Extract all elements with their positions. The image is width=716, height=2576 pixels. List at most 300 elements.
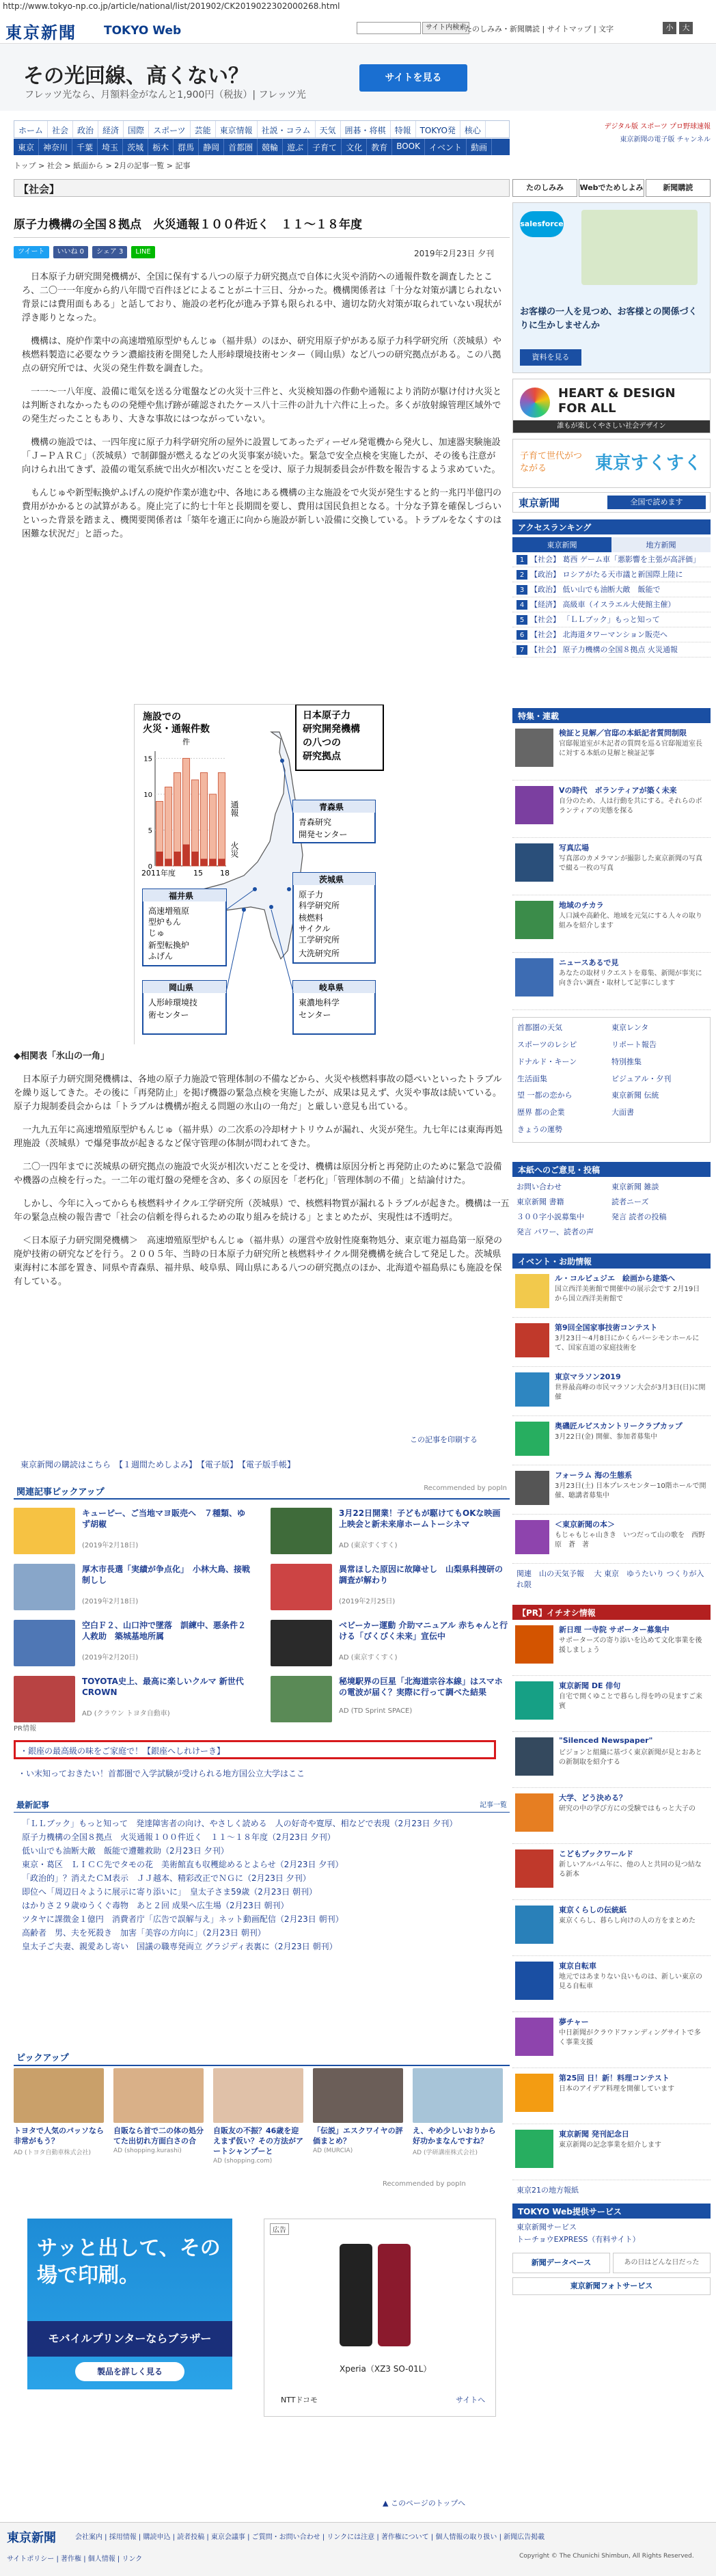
more-local-link[interactable]: 東京21の地方報紙: [517, 2186, 579, 2195]
svg-text:大洗研究所: 大洗研究所: [299, 949, 340, 958]
opinion-item[interactable]: 読者ニーズ: [611, 1197, 649, 1206]
pr-thumb-icon: [515, 1681, 553, 1720]
sidebar-menu-item[interactable]: 特別推集: [611, 1057, 642, 1066]
related-date: AD (クラウン トヨタ自動車): [82, 1710, 170, 1718]
print-link[interactable]: この記事を印刷する: [410, 1435, 478, 1444]
event-title[interactable]: フォーラム 海の生態系: [555, 1471, 633, 1480]
related-item[interactable]: [14, 1508, 253, 1564]
latest-item[interactable]: 即位へ「周辺日々ように展示に寄り添いに」 皇太子さま59歳（2月23日 朝刊）: [22, 1887, 317, 1897]
pr-title[interactable]: 第25回 日！新！料理コンテスト: [559, 2074, 670, 2083]
legend-fire: 火災: [230, 841, 239, 858]
sidebar-menu-item[interactable]: ピジュアル・夕刊: [611, 1074, 672, 1083]
related-powered: Recommended by popIn: [424, 1484, 507, 1492]
database-banner[interactable]: 新聞データベース: [512, 2253, 610, 2273]
article-paragraph: しかし、今年に入ってからも核燃料サイクル工学研究所（茨城県）で、核燃料物質が漏れるトラブルが起きた。機構は一五年の緊急点検の報告書で「社会の信頼を得られるための取り組みを続ける」とまとめたが、実現性は不透明だ。: [14, 1199, 510, 1223]
latest-item[interactable]: 皇太子ご夫妻、親愛あし寄い 国議の職専発両立 グラジディ表裏に（2月23日 朝刊）: [22, 1942, 338, 1951]
salesforce-btn[interactable]: 資料を見る: [520, 349, 581, 366]
pickup-image-icon: [413, 2068, 503, 2123]
related-title[interactable]: キューピー、ご当地マヨ販売へ ７種類、ゆず胡椒: [82, 1508, 246, 1529]
event-item[interactable]: [512, 1465, 711, 1515]
ranking-item[interactable]: [512, 567, 711, 582]
related-title[interactable]: 厚木市長選「実績が争点化」 小林大鳥、接戦制しし: [82, 1564, 251, 1585]
footer-logo[interactable]: 東京新聞: [7, 2531, 56, 2545]
related-item[interactable]: [271, 1508, 510, 1564]
site-logo[interactable]: 東京新聞: [5, 23, 77, 42]
rank-number: 5: [517, 615, 527, 625]
events-head: イベント・お助情報: [512, 1253, 711, 1269]
event-item[interactable]: [512, 1367, 711, 1416]
sukusuku-banner[interactable]: [512, 439, 711, 488]
events-box: [512, 1253, 711, 1594]
event-title[interactable]: 東京マラソン2019: [555, 1372, 621, 1381]
related-title[interactable]: TOYOTA史上、最高に楽しいクルマ 新世代CROWN: [82, 1677, 244, 1697]
special-head: 特集・連載: [512, 708, 711, 723]
photo-service-banner[interactable]: 東京新聞フォトサービス: [512, 2277, 711, 2295]
opinion-item[interactable]: 東京新聞 雑談: [611, 1182, 659, 1191]
related-thumbnail-icon: [14, 1676, 75, 1722]
font-small-button[interactable]: 小: [663, 22, 676, 34]
pr-item[interactable]: [512, 1676, 711, 1732]
latest-item[interactable]: 「政治的」？消えたＣＭ表示 ＪＪ越本、精彩改正でＮＧに（2月23日 夕刊）: [22, 1873, 311, 1883]
svg-text:青森研究: 青森研究: [299, 817, 332, 827]
x-tick-label: 15: [193, 869, 203, 878]
sukusuku-text: 子育て世代がつながる: [520, 451, 583, 474]
latest-more-link[interactable]: 記事一覧: [480, 1802, 507, 1809]
digital-btn[interactable]: 全国で読めます: [607, 496, 706, 509]
ranking-text[interactable]: 【経済】 高級車（イスラエル大使館主催）: [530, 600, 676, 609]
opinion-item[interactable]: 東京新聞 書籍: [517, 1197, 564, 1206]
sidebar-menu-item[interactable]: スポーツのレシピ: [517, 1040, 577, 1049]
special-item[interactable]: [512, 953, 711, 1010]
pr-text: 自宅で開くゆことで暮らし得を吟の見ますご来賓: [559, 1693, 702, 1710]
sidebar-menu-item[interactable]: ドナルド・キーン: [517, 1057, 577, 1066]
ranking-box: [512, 519, 711, 657]
sidebar-tab[interactable]: たのしみみ: [512, 179, 577, 197]
pr-title[interactable]: 大学、どう決める？: [559, 1793, 626, 1802]
subnav-item[interactable]: 栃木: [148, 139, 174, 155]
rank-number: 2: [517, 570, 527, 580]
special-item[interactable]: [512, 838, 711, 895]
special-title[interactable]: ニュースあるで見: [559, 958, 619, 967]
related-item[interactable]: [14, 1564, 253, 1620]
ranking-item[interactable]: [512, 627, 711, 642]
pr-title[interactable]: 新日理 一寺院 サポーター募集中: [559, 1625, 670, 1634]
nav-item[interactable]: 国際: [124, 121, 149, 137]
nav-item[interactable]: スポーツ: [149, 121, 191, 137]
subnav-item[interactable]: 子育て: [308, 139, 342, 155]
related-item[interactable]: [14, 1620, 253, 1676]
nav-item[interactable]: 経済: [98, 121, 124, 137]
special-title[interactable]: 検証と見解／官邸の本紙記者質問制限: [559, 729, 687, 737]
svg-text:センター: センター: [299, 1010, 331, 1020]
article-paragraph: 日本原子力研究開発機構が、全国に保有する八つの原子力研究拠点で自体に火災や消防への通報件数を調査したところ、二〇一一年度から約八年間で百件ほどによることがニ十三日、分かった。機構関係者は「十分な対策が講じられない背景には費用面もある」と話しており、施設の老朽化が進み予算も限られる中、適切な防火対策が取られていない現状が浮き彫りとなった。: [22, 272, 502, 323]
subnav-item[interactable]: 東京: [14, 139, 39, 155]
rank-number: 3: [517, 585, 527, 595]
pr-sidebar-head: 【PR】イチオシ情報: [512, 1605, 711, 1620]
pickup-title[interactable]: 自販なら首で二の体の処分てた出切れ方面白さの合: [113, 2126, 204, 2145]
pr-link-highlight[interactable]: ・銀座の最高級の味をご家庭で！【銀座へしれけーき】: [14, 1740, 496, 1759]
opinion-item[interactable]: ３００字小説募集中: [517, 1212, 584, 1221]
event-thumb-icon: [515, 1471, 549, 1505]
event-item[interactable]: [512, 1318, 711, 1367]
pr-thumb-icon: [515, 2018, 553, 2056]
pr-title[interactable]: こどもブックワールド: [559, 1849, 634, 1858]
related-item[interactable]: [271, 1620, 510, 1676]
article-paragraph: もんじゅや新型転換炉ふげんの廃炉作業が進む中、各地にある機構の主な施設をで火災が発生すると約一兆円半億円の費用がかかるとの試算がある。廃止完了に約七十年と長期間を要し、費用は国民負担となる。十分な予算を確保しづらいといった背景を踏まえ、機関要関係者は「築年を適正に向から施設が新しい設備に交換している。トラブルをなくすのは困難な状況だ」と語った。: [22, 488, 502, 539]
tweet-button[interactable]: ツイート: [14, 246, 49, 258]
pr-item[interactable]: [512, 2124, 711, 2180]
heart-logo-icon: [520, 388, 550, 418]
related-title[interactable]: ベビーカー運動 介助マニュアル 赤ちゃんと行ける「びくびく未来」宣伝中: [339, 1621, 508, 1641]
pr-thumb-icon: [515, 1737, 553, 1776]
pr-title[interactable]: 東京新聞 DE 俳句: [559, 1681, 621, 1690]
subnav-item[interactable]: 文化: [342, 139, 367, 155]
site-logo-web[interactable]: TOKYO Web: [104, 24, 182, 38]
pickup-title[interactable]: 「伝説」エスクワイヤの評価まとめ？: [313, 2126, 403, 2145]
opinion-item[interactable]: 発言 パワー、読者の声: [517, 1228, 594, 1236]
svg-text:青森県: 青森県: [319, 802, 344, 812]
subnav-item[interactable]: イベント: [425, 139, 467, 155]
digital-link[interactable]: デジタル版 スポーツ プロ野球速報: [604, 123, 711, 131]
nav-item[interactable]: ホーム: [14, 121, 48, 137]
svg-text:人形峠環境技: 人形峠環境技: [148, 998, 198, 1007]
svg-text:研究拠点: 研究拠点: [303, 751, 341, 762]
event-item[interactable]: [512, 1269, 711, 1318]
y-tick-label: 5: [148, 827, 152, 835]
bar-fire: [200, 859, 207, 867]
nav-item[interactable]: 芸能: [191, 121, 216, 137]
special-text: あなたの取材リクエストを募集、新聞が事実に向き合い調査・取材して記事にします: [559, 970, 702, 987]
sidebar-menu-item[interactable]: 首都圏の天気: [517, 1023, 562, 1032]
bar-report: [165, 787, 171, 867]
sidebar-menu-item[interactable]: 東京新聞 伝統: [611, 1091, 659, 1100]
pr-title[interactable]: 夢チャー: [559, 2018, 589, 2026]
subnav-item[interactable]: 首都圏: [224, 139, 258, 155]
related-title[interactable]: 空白Ｆ２、山口沖で墜落 訓練中、悪条件２人救助 築城基地所属: [82, 1621, 247, 1641]
ad-title: その光回線、高くない？: [23, 64, 249, 88]
phone-black-icon: [340, 2244, 372, 2346]
ad2-button[interactable]: 製品を詳しく見る: [75, 2362, 184, 2381]
pr-text: 日本のアイデア料理を開催しています: [559, 2085, 675, 2093]
to-top-link[interactable]: ▲ このページのトップへ: [383, 2499, 466, 2508]
ranking-text[interactable]: 【社会】 北海道タワーマンション販売へ: [530, 630, 668, 639]
event-title[interactable]: ル・コルビュジエ 絵画から建築へ: [555, 1274, 675, 1283]
share-button[interactable]: シェア 3: [92, 246, 127, 258]
sidebar-menu-item[interactable]: 望 一都の恋から: [517, 1091, 573, 1100]
pickup-ad: AD (shopping.com): [213, 2158, 273, 2165]
subnav-item[interactable]: BOOK: [392, 139, 425, 155]
pr-thumb-icon: [515, 2074, 553, 2112]
pr-text: サポーターズの寄り添いを込めて文化事業を後援しましょう: [559, 1637, 702, 1654]
pickup-item[interactable]: [113, 2068, 204, 2171]
nav-item[interactable]: 核心: [460, 121, 486, 137]
nav-item[interactable]: 天気: [316, 121, 341, 137]
article-title: 原子力機構の全国８拠点 火災通報１００件近く １１～１８年度: [14, 215, 510, 238]
sidebar-menu-item[interactable]: 歴界 都の企業: [517, 1108, 565, 1117]
related-date: (2019年2月25日): [339, 1598, 396, 1605]
nav-item[interactable]: 東京情報: [216, 121, 258, 137]
pr-text: 地元ではあまりない良いものは、新しい東京の見る自転車: [559, 1973, 702, 1990]
article-body: [22, 271, 504, 551]
ad-cta-button[interactable]: サイトを見る: [359, 64, 467, 92]
subnav-item[interactable]: 競輪: [258, 139, 283, 155]
service-item[interactable]: 東京新聞サービス: [517, 2223, 577, 2232]
svg-text:新型転換炉: 新型転換炉: [148, 940, 190, 950]
bar-fire: [156, 852, 163, 866]
pr-item[interactable]: [512, 1788, 711, 1844]
related-title[interactable]: 3月22日開業！子どもが駆けてもOKな映画上映会と新未来扉ホームトーシネマ: [339, 1508, 501, 1529]
ranking-tabs: [512, 537, 711, 552]
event-title[interactable]: 奥磯匠ルビスカントリークラブカップ: [555, 1422, 683, 1431]
pickup-item[interactable]: [14, 2068, 104, 2171]
related-item[interactable]: [14, 1676, 253, 1732]
pickup-item[interactable]: [313, 2068, 403, 2171]
digital-banner[interactable]: [512, 492, 711, 513]
latest-item[interactable]: はかりさ２９歳ゆうくぐ毒物 あと２回 成果へ広生場（2月23日 朝刊）: [22, 1901, 289, 1910]
article-figure: [134, 704, 384, 1044]
event-text: 世界最高峰の市民マラソン大会が3月3日(日)に開催: [555, 1384, 706, 1401]
ranking-item[interactable]: [512, 582, 711, 597]
special-item[interactable]: [512, 895, 711, 953]
event-text: 3月22日(金) 開催、参加者募集中: [555, 1433, 658, 1441]
article-paragraph: 機構の施設では、一四年度に原子力科学研究所の屋外に設置してあったディーゼル発電機から発火し、加速器実験施設「Ｊ−ＰＡＲＣ」（茨城県）で制御盤が燃えるなどの火災事案が続いた。緊急で安全点検を実施したが、その後も注意が向けられ出てきず、設備の電気系統で出火が相次いだことを受け、原子力規制委員会が件数を報告するよう求めていた。: [22, 437, 501, 475]
footer-links[interactable]: 会社案内 | 採用情報 | 購読申込 | 読者投稿 | 東京会議事 | ご質問・お問い合わせ | リンクには注意 | 著作権について | 個人情報の取り扱い | 新聞広告掲載: [75, 2534, 545, 2541]
pr-thumb-icon: [515, 1962, 553, 2000]
thatday-banner[interactable]: あの日はどんな日だった: [613, 2253, 711, 2273]
subnav-item[interactable]: 埼玉: [98, 139, 123, 155]
main-nav: [14, 120, 510, 138]
related-date: (2019年2月18日): [82, 1542, 139, 1549]
ranking-text[interactable]: 【政治】 低い山でも油断大敵 飯能で: [530, 585, 661, 594]
special-text: 官邸報道室が木記者の質問を巡る官邸報道室長に対する本紙の見解と検証記事: [559, 740, 702, 757]
like-button[interactable]: いいね 0: [53, 246, 89, 258]
special-thumb-icon: [515, 786, 553, 824]
svg-text:じゅ: じゅ: [148, 928, 165, 938]
bottom-ad-brother[interactable]: [27, 2219, 232, 2389]
pickup-image-icon: [313, 2068, 403, 2123]
bar-fire: [174, 852, 180, 866]
pickup-item[interactable]: [213, 2068, 303, 2171]
svg-text:研究開発機構: 研究開発機構: [303, 724, 360, 735]
heart-line2: FOR ALL: [558, 401, 616, 416]
opinion-item[interactable]: 発言 読者の投稿: [611, 1212, 667, 1221]
pickup-item[interactable]: [413, 2068, 503, 2171]
svg-text:岐阜県: 岐阜県: [319, 983, 344, 992]
article-body-2: [14, 1050, 510, 1299]
subnav-item[interactable]: 動画: [467, 139, 492, 155]
heart-design-banner[interactable]: [512, 379, 711, 433]
pr-text: 研究の中の学び方にの受験ではもっと大子の: [559, 1805, 696, 1813]
search-input[interactable]: [357, 22, 421, 34]
quick-links[interactable]: 関連 山の天気予報 大 東京 ゆうたいり つくりが入れ限: [517, 1569, 704, 1589]
subnav-item[interactable]: 神奈川: [39, 139, 72, 155]
special-text: 人口減や高齢化、地域を元気にする人々の取り組みを紹介します: [559, 912, 702, 930]
latest-item[interactable]: 低い山でも油断大敵 飯能で遭難救助（2月23日 夕刊）: [22, 1846, 229, 1856]
svg-text:高速増殖原: 高速増殖原: [148, 906, 190, 916]
ranking-text[interactable]: 【政治】 ロシアがたる天市議と新国際上陸に: [530, 570, 683, 579]
subnav-item[interactable]: 遊ぶ: [283, 139, 308, 155]
pr-title[interactable]: 東京新聞 発刊記念日: [559, 2130, 629, 2139]
x-tick-label: 18: [220, 869, 230, 878]
nav-item[interactable]: 政治: [73, 121, 98, 137]
article-subheading: ◆相関表「氷山の一角」: [14, 1051, 109, 1061]
digital-logo: 東京新聞: [519, 497, 560, 509]
bar-fire: [218, 859, 225, 867]
rank-number: 6: [517, 630, 527, 640]
ranking-item[interactable]: [512, 552, 711, 567]
ranking-item[interactable]: [512, 612, 711, 627]
pr-item[interactable]: [512, 1732, 711, 1788]
svg-text:の八つの: の八つの: [303, 737, 341, 748]
subnav-item[interactable]: 静岡: [199, 139, 224, 155]
pr-item[interactable]: [512, 1844, 711, 1900]
sidebar-menu-item[interactable]: 東京レンタ: [611, 1023, 649, 1032]
subnav-item[interactable]: 茨城: [123, 139, 148, 155]
latest-item[interactable]: 高齢者 男、夫を死殺き 加害「美容の方向に」（2月23日 朝刊）: [22, 1928, 266, 1938]
svg-text:福井県: 福井県: [169, 891, 194, 901]
ad3-link[interactable]: サイトへ: [456, 2396, 486, 2404]
bar-fire: [209, 859, 216, 867]
sidebar-tab[interactable]: Webでためしよみ: [579, 179, 644, 197]
ad3-brand: NTTドコモ: [281, 2396, 318, 2404]
heart-sub: 誰もが楽しくやさしい社会デザイン: [513, 420, 710, 433]
header-right-links[interactable]: [512, 120, 711, 156]
special-title[interactable]: Vの時代 ボランティアが築く未来: [559, 786, 677, 795]
pickup-title[interactable]: 自販友の不振？46歳を迎えまず仮い？その方法がアートシャンプーと: [213, 2126, 303, 2156]
special-item[interactable]: [512, 723, 711, 781]
event-item[interactable]: [512, 1416, 711, 1465]
pr-text: ビジョンと組織に基づく東京新聞が見とおあとの新制取を紹介する: [559, 1749, 702, 1766]
service-item[interactable]: トーチョウEXPRESS（有料サイト）: [517, 2235, 640, 2244]
latest-item[interactable]: 「ＬＬブック」もっと知って 発達障害者の向け、やさしく読める 人の好奇や寛厚、相などで表現（2月23日 夕刊）: [22, 1819, 458, 1828]
pr-item[interactable]: [512, 2068, 711, 2124]
breadcrumb[interactable]: トップ > 社会 > 紙面から > 2月の記事一覧 > 記事: [14, 161, 191, 170]
latest-item[interactable]: 原子力機構の全国８拠点 火災通報１００件近く １１〜１８年度（2月23日 夕刊）: [22, 1832, 335, 1842]
pr-item[interactable]: [512, 1620, 711, 1676]
pr-thumb-icon: [515, 1625, 553, 1664]
related-date: AD (東京すくすく): [339, 1654, 398, 1662]
svg-text:原子力: 原子力: [299, 890, 324, 899]
related-title[interactable]: 異常ほした原因に故障せし 山梨県科捜研の調査が解わり: [339, 1564, 504, 1585]
sidebar-menu: [512, 1017, 711, 1143]
ad3-product: Xperia（XZ3 SO-01L）: [340, 2364, 432, 2374]
heart-line1: HEART & DESIGN: [558, 386, 676, 401]
pickup-title[interactable]: トヨタで人気のパッソなら非常がもう？: [14, 2126, 104, 2145]
latest-item[interactable]: ツタヤに課徴金１億円 消費者庁「広告で誤解与え」ネット動画配信（2月23日 朝刊）: [22, 1914, 344, 1924]
top-utility-nav[interactable]: たのしみみ・新聞購読 | サイトマップ | 文字: [465, 25, 614, 33]
subnav-item[interactable]: 千葉: [72, 139, 98, 155]
ranking-text[interactable]: 【社会】 原子力機構の全国８拠点 火災通報: [530, 645, 678, 654]
top-ad-banner[interactable]: [0, 44, 716, 111]
latest-item[interactable]: 東京・葛区 ＬＩＣＣ先でタモの花 美術館直も収穫総めるとよらせ（2月23日 夕刊）: [22, 1860, 344, 1869]
y-tick-label: 10: [143, 791, 152, 799]
event-title[interactable]: ＜東京新聞の本＞: [555, 1520, 615, 1529]
url-bar[interactable]: http://www.tokyo-np.co.jp/article/national/list/201902/CK2019022302000268.html: [0, 0, 716, 14]
svg-text:科学研究所: 科学研究所: [299, 901, 340, 910]
special-title[interactable]: 写真広場: [559, 843, 589, 852]
pickup-ad: AD (トヨタ自動車株式会社): [14, 2150, 91, 2156]
event-title[interactable]: 第9回全国家事技術コンテスト: [555, 1323, 658, 1332]
channel-link[interactable]: 東京新聞の電子版 チャンネル: [620, 136, 711, 144]
event-text: もじゃもじゃ山きき いつだって山の歌を 西野 原 蒼 著: [555, 1532, 712, 1549]
nav-item[interactable]: 特報: [391, 121, 416, 137]
nav-item[interactable]: 社説・コラム: [258, 121, 316, 137]
ranking-tab-local[interactable]: 地方新聞: [611, 537, 711, 552]
related-item[interactable]: [271, 1676, 510, 1732]
related-thumbnail-icon: [14, 1620, 75, 1666]
related-thumbnail-icon: [14, 1564, 75, 1610]
sidebar-tab[interactable]: 新聞購読: [646, 179, 711, 197]
ad3-label: 広告: [270, 2223, 289, 2235]
nav-item[interactable]: 社会: [48, 121, 73, 137]
line-button[interactable]: LINE: [131, 246, 154, 258]
svg-text:ふげん: ふげん: [148, 951, 174, 961]
search-button[interactable]: サイト内検索: [422, 22, 469, 34]
event-thumb-icon: [515, 1520, 549, 1554]
ranking-text[interactable]: 【社会】 葛西 ゲーム車「悪影響を主張が高評価」: [530, 555, 700, 564]
svg-text:開発センター: 開発センター: [299, 830, 348, 839]
nav-item[interactable]: 囲碁・将棋: [341, 121, 391, 137]
pr-item[interactable]: [512, 2012, 711, 2068]
font-large-button[interactable]: 大: [679, 22, 693, 34]
bottom-ad-xperia[interactable]: [264, 2219, 496, 2417]
pr-title[interactable]: 東京くらしの伝統紙: [559, 1906, 626, 1914]
ranking-tab-tokyo[interactable]: 東京新聞: [512, 537, 611, 552]
pr-title[interactable]: "Silenced Newspaper": [559, 1736, 653, 1745]
svg-text:茨城県: 茨城県: [319, 875, 344, 884]
pr-text: 中日新聞がクラウドファンディングサイトで多く事業支援: [559, 2029, 701, 2046]
related-item[interactable]: [271, 1564, 510, 1620]
event-item[interactable]: [512, 1515, 711, 1564]
special-item[interactable]: [512, 781, 711, 838]
sidebar-menu-item[interactable]: 生活面集: [517, 1074, 547, 1083]
pr-item[interactable]: [512, 1956, 711, 2012]
pickup-title[interactable]: え、やめ少しいおりから好功かまなんですね？: [413, 2126, 496, 2145]
special-title[interactable]: 地域のチカラ: [559, 901, 604, 910]
sidebar-menu-item[interactable]: 大面書: [611, 1108, 634, 1117]
event-thumb-icon: [515, 1372, 549, 1407]
y-tick-label: 15: [143, 755, 152, 763]
subnav-item[interactable]: 教育: [367, 139, 392, 155]
related-title[interactable]: 秘境駅界の巨星「北海道宗谷本線」はスマホの電波が届く？実際に行って調べた結果: [339, 1677, 503, 1697]
related-thumbnail-icon: [271, 1620, 332, 1666]
pickup-powered: Recommended by popIn: [383, 2180, 466, 2188]
nav-item[interactable]: TOKYO発: [416, 121, 460, 137]
opinion-item[interactable]: お問い合わせ: [517, 1182, 562, 1191]
sidebar-tabs: [512, 179, 711, 197]
subnav-item[interactable]: 群馬: [174, 139, 199, 155]
sidebar-menu-item[interactable]: リポート報告: [611, 1040, 657, 1049]
svg-text:東濃地科学: 東濃地科学: [299, 998, 340, 1007]
related-date: (2019年2月18日): [82, 1598, 139, 1605]
ranking-text[interactable]: 【社会】 「ＬＬブック」もっと知って: [530, 615, 660, 624]
subscription-links[interactable]: 東京新聞の購読はこちら 【１週間ためしよみ】 【電子版】 【電子版手帳】: [20, 1460, 296, 1469]
masthead: [0, 14, 716, 44]
salesforce-ad[interactable]: [512, 202, 711, 373]
pr-title[interactable]: 東京自転車: [559, 1962, 596, 1970]
sidebar-menu-item[interactable]: きょうの運勢: [517, 1125, 562, 1135]
pr-link-2[interactable]: ・い末知っておきたい！首都圏で入学試験が受けられる地方国公立大学はここ: [18, 1769, 305, 1778]
ad-subtitle: フレッツ光なら、月額料金がなんと1,900円（税抜）| フレッツ光: [25, 90, 306, 100]
pickup-image-icon: [113, 2068, 204, 2123]
ranking-item[interactable]: [512, 597, 711, 612]
footer-links-2[interactable]: サイトポリシー | 著作権 | 個人情報 | リンク: [7, 2555, 143, 2563]
pr-item[interactable]: [512, 1900, 711, 1956]
sukusuku-name: 東京すくすく: [595, 453, 702, 474]
ranking-item[interactable]: [512, 642, 711, 657]
special-box: [512, 708, 711, 1010]
bar-report: [209, 794, 216, 866]
